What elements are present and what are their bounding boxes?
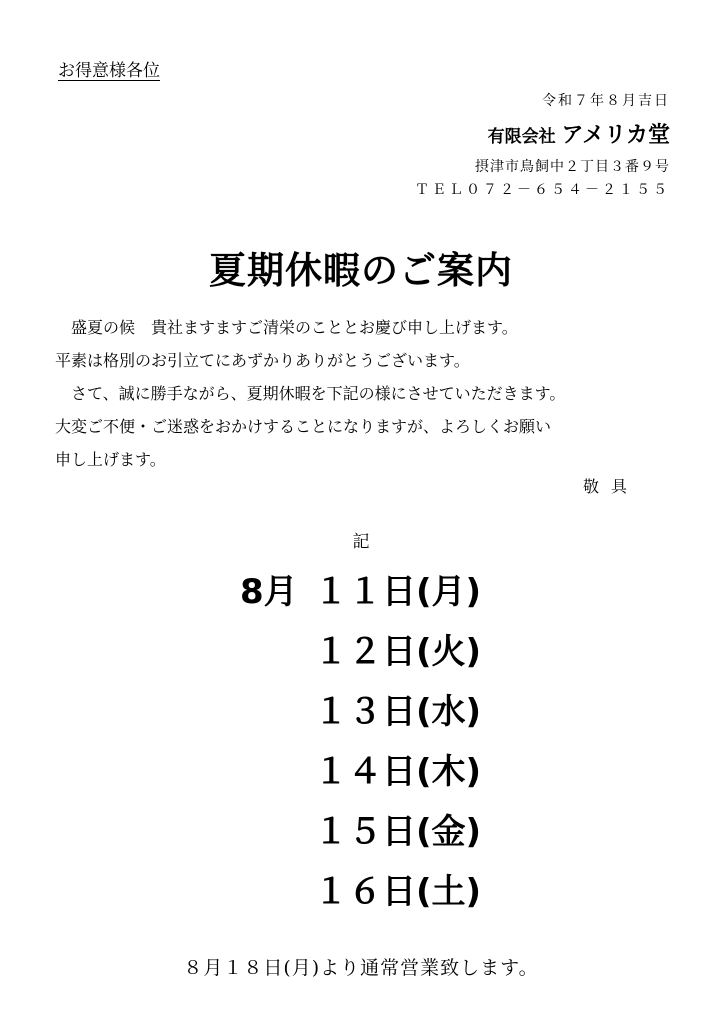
body-line: 申し上げます。	[55, 450, 166, 469]
notation-heading: 記	[352, 532, 370, 552]
closing-phrase: 敬具	[583, 477, 640, 496]
recipient: お得意様各位	[58, 61, 160, 81]
body-line: さて、誠に勝手ながら、夏期休暇を下記の様にさせていただきます。	[55, 384, 566, 403]
holiday-date	[240, 567, 481, 617]
holiday-date	[314, 867, 481, 917]
body-line: 盛夏の候 貴社ますますご清栄のこととお慶び申し上げます。	[55, 318, 518, 337]
holiday-day: １１日(月)	[314, 572, 482, 612]
holiday-date	[314, 687, 481, 737]
body-line: 平素は格別のお引立てにあずかりありがとうございます。	[55, 351, 470, 370]
holiday-day: １２日(火)	[314, 632, 482, 672]
company-main-name: アメリカ堂	[561, 123, 670, 148]
holiday-month: 8月	[240, 572, 298, 612]
issue-date: 令和７年８月吉日	[542, 93, 670, 109]
company-prefix: 有限会社	[487, 127, 556, 147]
holiday-day: １３日(水)	[314, 692, 482, 732]
holiday-day: １４日(木)	[314, 752, 482, 792]
holiday-day: １５日(金)	[314, 812, 482, 852]
body-line: 大変ご不便・ご迷惑をおかけすることになりますが、よろしくお願い	[55, 417, 552, 436]
holiday-date	[314, 747, 481, 797]
holiday-date	[314, 807, 481, 857]
company-phone: ＴＥＬ０７２－６５４－２１５５	[415, 182, 670, 198]
page-title: 夏期休暇のご案内	[209, 249, 513, 292]
company-name	[488, 118, 670, 149]
holiday-date	[314, 627, 481, 677]
company-address: 摂津市鳥飼中２丁目３番９号	[475, 159, 670, 175]
letter-body	[55, 311, 565, 476]
holiday-day: １６日(土)	[314, 872, 482, 912]
reopen-notice: ８月１８日(月)より通常営業致します。	[183, 957, 539, 979]
